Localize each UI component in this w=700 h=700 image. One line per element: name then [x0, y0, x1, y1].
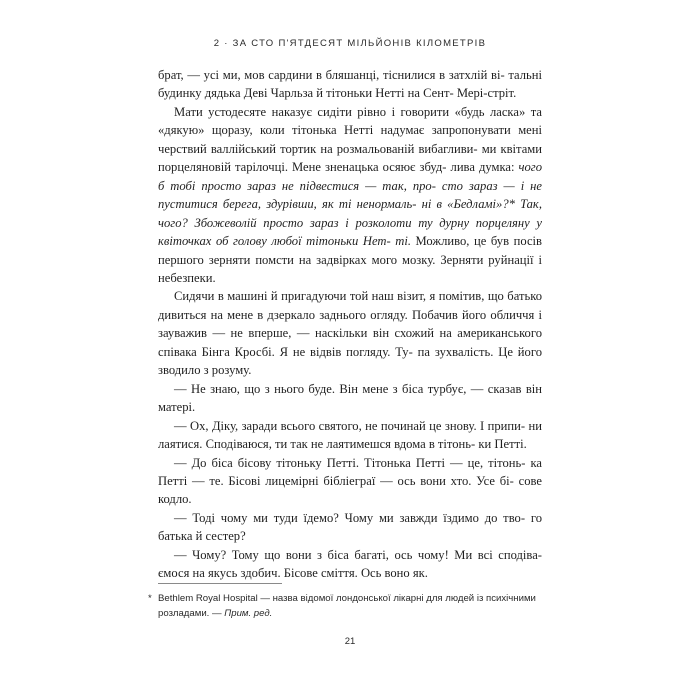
running-head: 2 · ЗА СТО П'ЯТДЕСЯТ МІЛЬЙОНІВ КІЛОМЕТРІВ [213, 38, 487, 49]
text-line: ки Петті. [478, 437, 527, 452]
text-line: Мері-стріт. [456, 86, 517, 101]
text-line: — Не знаю, що з нього буде. Він мене з біса турбує, — сказав [174, 381, 522, 396]
text-line: він матері. [158, 381, 542, 415]
body-text [158, 66, 542, 583]
paragraph [158, 380, 542, 417]
italic-text: сто зараз — і не пуститися берега, здурівши, як ті ненормаль- [158, 178, 542, 212]
footnote-marker: * [148, 593, 152, 604]
text-line: — Тоді чому ми туди їдемо? Чому ми завжди їздимо до тво- [174, 510, 526, 525]
text-line: тальні будинку дядька Деві Чарльза й тітоньки Нетті на Сент- [158, 68, 542, 101]
text-line: та «дякую» щоразу, коли тітонька Нетті надумає запропонувати [158, 104, 542, 138]
paragraph [158, 417, 542, 454]
footnote-line: розладами. — [158, 607, 225, 619]
italic-text: ті. [395, 234, 411, 249]
italic-text: ні в «Бедламі»?* Так, чого? Збожеволій просто зараз і розколоти [158, 197, 542, 230]
paragraph [158, 103, 542, 288]
italic-text: ту дурну порцеляну у квіточках об голову любої тітоньки Нет- [158, 215, 542, 249]
text-line: лива думка: [450, 160, 519, 175]
text-line: мого мозку. Зерняти руйнації і небезпеки. [158, 252, 542, 285]
text-line: Сидячи в машині й пригадуючи той наш візит, я помітив, що [174, 289, 504, 304]
text-line: — Чому? Тому що вони з біса багаті, ось чому! Ми всі сподіва- [174, 547, 542, 562]
paragraph [158, 546, 542, 583]
page-number: 21 [344, 636, 356, 647]
paragraph [158, 454, 542, 509]
text-line: ни лаятися. Сподіваюся, ти так не лаятимешся вдома в тітонь- [158, 418, 542, 452]
paragraph [158, 509, 542, 546]
text-line: — До біса бісову тітоньку Петті. Тітонька Петті — це, тітонь- [174, 455, 526, 470]
footnote [148, 592, 542, 621]
text-line: ємося на якусь здобич. Бісове сміття. Ось воно як. [158, 566, 428, 581]
text-line: його обличчя і зауважив — не вперше, — наскільки він схожий [158, 307, 542, 341]
text-line: ка Петті — те. Бісові лицемірні бібліеграї — ось вони хто. Усе бі- [158, 455, 542, 488]
paragraph [158, 287, 542, 379]
footnote-line: Bethlem Royal Hospital — назва відомої лондонської лікарні для людей із психічними [158, 593, 536, 604]
text-line: — Ох, Діку, заради всього святого, не починай це знову. І припи- [174, 418, 526, 433]
paragraph [158, 66, 542, 103]
text-line: брат, — усі ми, мов сардини в бляшанці, тіснилися в затхлій ві- [158, 68, 505, 82]
footnote-editor-note: Прим. ред. [224, 607, 273, 619]
text-line: батько дивиться на мене в дзеркало заднього огляду. Побачив [158, 289, 542, 322]
text-line: на американського співака Бінга Кросбі. Я не відвів погляду. Ту- [158, 326, 542, 359]
text-line: го батька й сестер? [158, 510, 542, 544]
footnote-rule [158, 583, 282, 584]
text-line: Можливо, це був посів першого зерняти помсти на задвірках [158, 234, 542, 267]
text-line: ми квітами порцеляновій тарілочці. Мене зненацька осяює збуд- [158, 141, 542, 175]
text-line: па зухвалість. Це його зводило з розуму. [158, 344, 542, 378]
italic-text: чого б тобі просто зараз не підвестися — так, про- [158, 160, 543, 193]
text-line: Мати устодесяте наказує сидіти рівно і говорити «будь ласка» [174, 104, 526, 119]
text-line: сове кодло. [158, 473, 542, 507]
text-line: мені черствий валлійський тортик на розмальованій вибагливи- [158, 123, 543, 156]
